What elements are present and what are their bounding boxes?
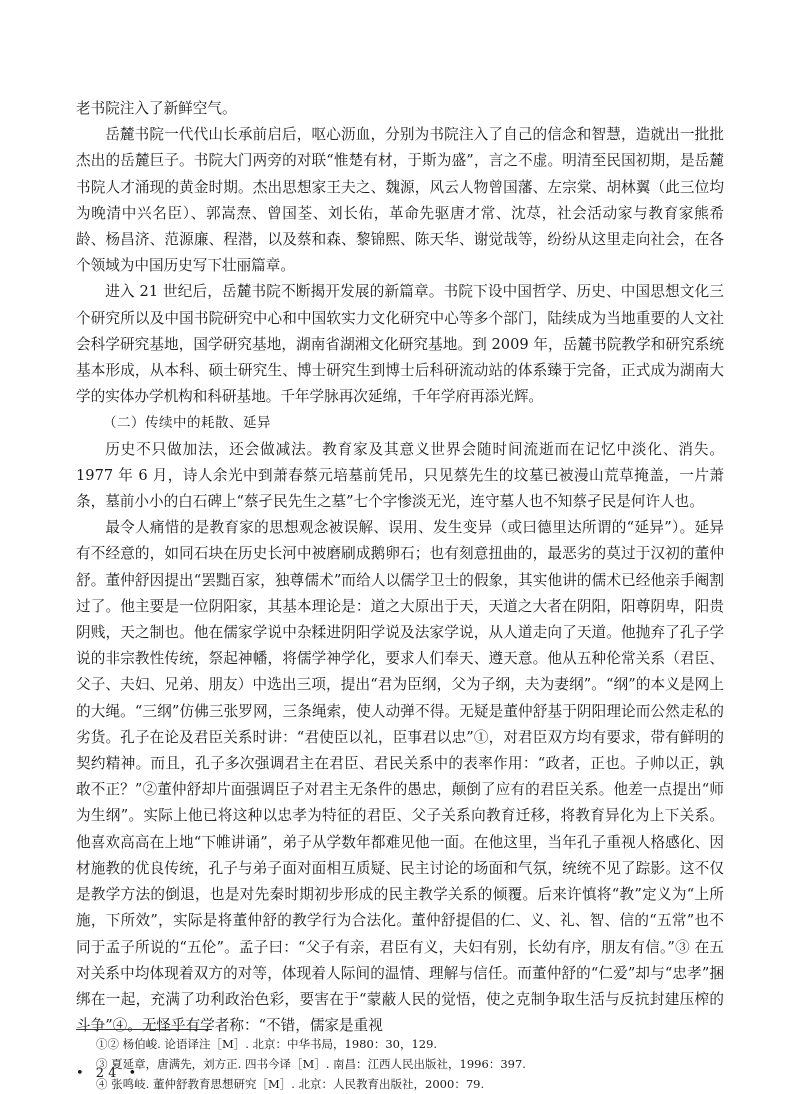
section-heading: （二）传续中的耗散、延异: [103, 415, 271, 432]
paragraph: 历史不只做加法，还会做减法。教育家及其意义世界会随时间流逝而在记忆中淡化、消失。1977 年 6 月，诗人余光中到萧春蔡元培墓前凭吊，只见蔡先生的坟墓已被漫山荒草掩盖，一片萧条，墓前小小的白石碑上“蔡孑民先生之墓”七个字惨淡无光，连守墓人也不知蔡孑民是何许人也。: [76, 440, 724, 511]
footnote: ①② 杨伯峻. 论语译注［M］. 北京：中华书局，1980：30，129.: [96, 1037, 438, 1051]
footnote: ③ 夏延章，唐满先，刘方正. 四书今译［M］. 南昌：江西人民出版社，1996：397.: [96, 1057, 526, 1071]
paragraph: 岳麓书院一代代山长承前启后，呕心沥血，分别为书院注入了自己的信念和智慧，造就出一批批杰出的岳麓巨子。书院大门两旁的对联“惟楚有材，于斯为盛”，言之不虚。明清至民国初期，是岳麓书院人才涌现的黄金时期。杰出思想家王夫之、魏源，风云人物曾国藩、左宗棠、胡林翼（此三位均为晚清中兴名臣）、郭嵩焘、曾国荃、刘长佑，革命先驱唐才常、沈荩，社会活动家与教育家熊希龄、杨昌济、范源廉、程潜，以及蔡和森、黎锦熙、陈天华、谢觉哉等，纷纷从这里走向社会，在各个领域为中国历史写下壮丽篇章。: [76, 126, 724, 275]
page-number: • 24 •: [76, 1066, 141, 1081]
footnote: ④ 张鸣岐. 董仲舒教育思想研究［M］. 北京：人民教育出版社，2000：79.: [96, 1077, 485, 1091]
body-text: [76, 96, 724, 1039]
footnote-divider: [76, 1029, 212, 1030]
paragraph-continuation: 老书院注入了新鲜空气。: [76, 100, 237, 117]
paragraph: 最令人痛惜的是教育家的思想观念被误解、误用、发生变异（或曰德里达所谓的“延异”）。延异有不经意的，如同石块在历史长河中被磨刷成鹅卵石；也有刻意扭曲的，最恶劣的莫过于汉初的董仲舒。董仲舒因提出“罢黜百家，独尊儒术”而给人以儒学卫士的假象，其实他讲的儒术已经他亲手阉割过了。他主要是一位阴阳家，其基本理论是：道之大原出于天，天道之大者在阴阳，阳尊阴卑，阳贵阴贱，天之制也。他在儒家学说中杂糅进阴阳学说及法家学说，从人道走向了天道。他抛弃了孔子学说的非宗教性传统，祭起神幡，将儒学神学化，要求人们奉天、遵天意。他从五种伦常关系（君臣、父子、夫妇、兄弟、朋友）中选出三项，提出“君为臣纲，父为子纲，夫为妻纲”。“纲”的本义是网上的大绳。“三纲”仿佛三张罗网，三条绳索，使人动弹不得。无疑是董仲舒基于阴阳理论而公然走私的劣货。孔子在论及君臣关系时讲：“君使臣以礼，臣事君以忠”①，对君臣双方均有要求，带有鲜明的契约精神。而且，孔子多次强调君主在君臣、君民关系中的表率作用：“政者，正也。子帅以正，孰敢不正？”②董仲舒却片面强调臣子对君主无条件的愚忠，颠倒了应有的君臣关系。他差一点提出“师为生纲”。实际上他已将这种以忠孝为特征的君臣、父子关系向教育迁移，将教育异化为上下关系。他喜欢高高在上地“下帷讲诵”，弟子从学数年都难见他一面。在他这里，当年孔子重视人格感化、因材施教的优良传统，孔子与弟子面对面相互质疑、民主讨论的场面和气氛，统统不见了踪影。这不仅是教学方法的倒退，也是对先秦时期初步形成的民主教学关系的倾覆。后来许慎将“教”定义为“上所施，下所效”，实际是将董仲舒的教学行为合法化。董仲舒提倡的仁、义、礼、智、信的“五常”也不同于孟子所说的“五伦”。孟子曰：“父子有亲，君臣有义，夫妇有别，长幼有序，朋友有信。”③ 在五对关系中均体现着双方的对等，体现着人际间的温情、理解与信任。而董仲舒的“仁爱”却与“忠孝”捆绑在一起，充满了功利政治色彩，要害在于“蒙蔽人民的觉悟，使之克制争取生活与反抗封建压榨的斗争”④。无怪乎有学者称：“不错，儒家是重视: [76, 519, 724, 1035]
footnotes: [96, 1034, 716, 1094]
paragraph: 进入 21 世纪后，岳麓书院不断揭开发展的新篇章。书院下设中国哲学、历史、中国思想文化三个研究所以及中国书院研究中心和中国软实力文化研究中心等多个部门，陆续成为当地重要的人文社会科学研究基地，国学研究基地，湖南省湖湘文化研究基地。到 2009 年，岳麓书院教学和研究系统基本形成，从本科、硕士研究生、博士研究生到博士后科研流动站的体系臻于完备，正式成为湖南大学的实体办学机构和科研基地。千年学脉再次延绵，千年学府再添光辉。: [76, 283, 724, 406]
